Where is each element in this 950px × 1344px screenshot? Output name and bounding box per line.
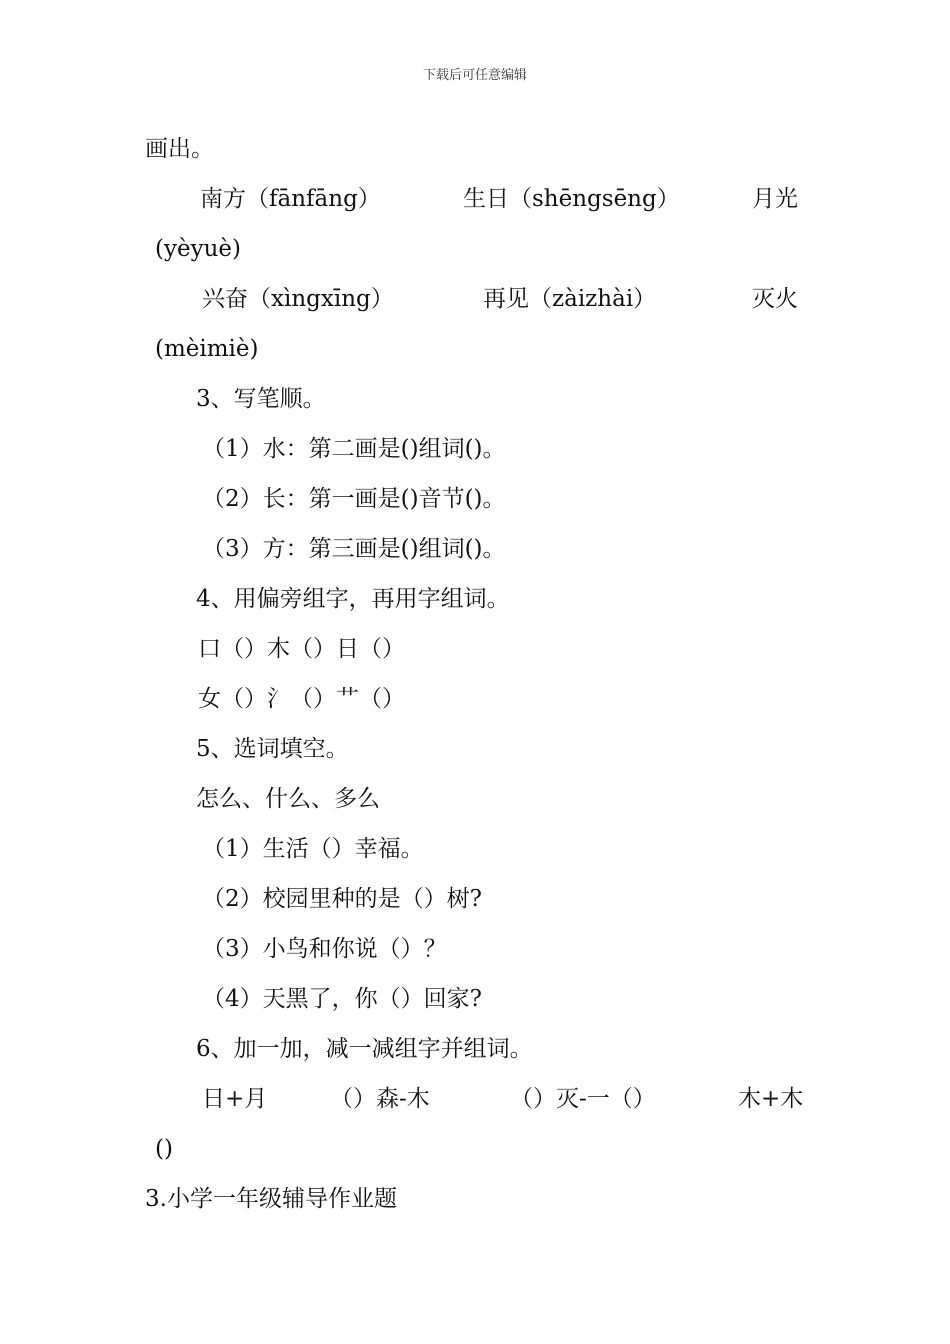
math-item: 木+木 [738,1086,804,1112]
math-item: （）森-木 [330,1086,430,1112]
math-item: 日+月 [202,1086,268,1112]
question-item: （2）长：第一画是()音节()。 [202,486,506,512]
question-item: （1）生活（）幸福。 [202,836,424,862]
pinyin-item: 南方（fānfāng） [200,186,381,212]
question-item: 口（）木（）日（） [198,636,405,662]
pinyin-row-2-cont: (mèimiè) [155,336,259,362]
question-title: 4、用偏旁组字，再用字组词。 [196,586,510,612]
pinyin-item: 灭火 [752,286,798,312]
word-choices: 怎么、什么、多么 [196,786,380,812]
pinyin-item: 生日（shēngsēng） [463,186,680,212]
question-title: 5、选词填空。 [196,736,349,762]
question-item: （3）方：第三画是()组词()。 [202,536,506,562]
pinyin-item: 再见（zàizhài） [483,286,657,312]
pinyin-item: 月光 [752,186,798,212]
page-header: 下载后可任意编辑 [422,68,527,83]
question-item: （4）天黑了，你（）回家? [202,986,482,1012]
question-item: （2）校园里种的是（）树? [202,886,482,912]
pinyin-item: 兴奋（xìngxīng） [202,286,394,312]
pinyin-row-1-cont: (yèyuè) [155,236,241,262]
text-line: 画出。 [145,136,214,162]
question-item: 女（）氵（）艹（） [198,686,405,712]
math-row-cont: () [155,1136,173,1162]
math-item: （）灭-一（） [510,1086,656,1112]
question-item: （3）小鸟和你说（）？ [202,936,447,962]
question-item: （1）水：第二画是()组词()。 [202,436,506,462]
question-title: 3、写笔顺。 [196,386,326,412]
section-heading: 3.小学一年级辅导作业题 [145,1186,397,1212]
question-title: 6、加一加，减一减组字并组词。 [196,1036,533,1062]
